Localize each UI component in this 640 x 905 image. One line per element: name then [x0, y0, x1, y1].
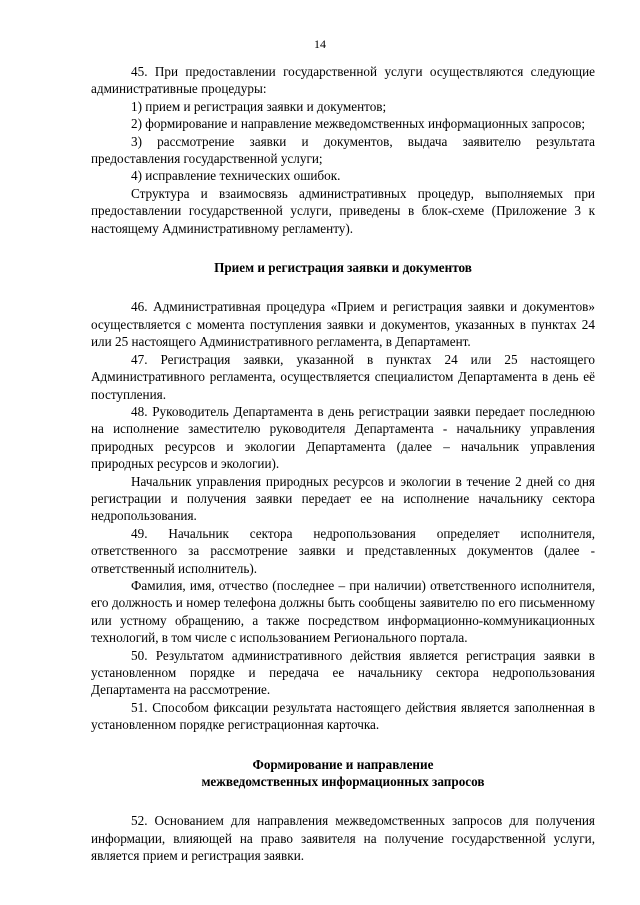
section-heading-requests-line2: межведомственных информационных запросов: [201, 774, 485, 790]
section-heading-reception: Прием и регистрация заявки и документов: [214, 260, 472, 276]
paragraph-49-cont: Фамилия, имя, отчество (последнее – при наличии) ответственного исполнителя, его должность и номер телефона должны быть сообщены заявителю по его письменному или устному обращению, а также посредством информационно-коммуникационных технологий, в том числе с использованием Регионального портала.: [91, 577, 595, 646]
paragraph-46: 46. Административная процедура «Прием и регистрация заявки и документов» осуществляется с момента поступления заявки и документов, указанных в пунктах 24 или 25 настоящего Административного регламента, в Департамент.: [91, 299, 595, 350]
section-heading-requests: [91, 756, 595, 791]
paragraph-50: 50. Результатом административного действия является регистрация заявки в установленном порядке и передача ее начальнику сектора недропользования Департамента на рассмотрение.: [91, 647, 595, 698]
section-heading-requests-line1: Формирование и направление: [252, 756, 434, 772]
document-body: [91, 63, 595, 865]
page-number: 14: [314, 37, 326, 51]
paragraph-47: 47. Регистрация заявки, указанной в пунктах 24 или 25 настоящего Административного регламента, осуществляется специалистом Департамента в день её поступления.: [91, 351, 595, 402]
paragraph-structure: Структура и взаимосвязь административных процедур, выполняемых при предоставлении государственной услуги, приведены в блок-схеме (Приложение 3 к настоящему Административному регламенту).: [91, 185, 595, 236]
list-item-1: 1) прием и регистрация заявки и документов;: [131, 98, 387, 114]
list-item-2: 2) формирование и направление межведомственных информационных запросов;: [131, 116, 586, 132]
paragraph-52: 52. Основанием для направления межведомственных запросов для получения информации, влияющей на право заявителя на получение государственной услуги, является прием и регистрация заявки.: [91, 813, 595, 864]
paragraph-51: 51. Способом фиксации результата настоящего действия является заполненная в установленном порядке регистрационная карточка.: [91, 699, 595, 733]
paragraph-48: 48. Руководитель Департамента в день регистрации заявки передает последнюю на исполнение заместителю руководителя Департамента - начальнику управления природных ресурсов и экологии Департамента (далее – начальник управления природных ресурсов и экологии).: [91, 403, 595, 472]
list-item-4: 4) исправление технических ошибок.: [131, 168, 341, 184]
paragraph-45: 45. При предоставлении государственной услуги осуществляются следующие административные процедуры:: [91, 64, 595, 97]
paragraph-48-cont: Начальник управления природных ресурсов и экологии в течение 2 дней со дня регистрации и получения заявки передает ее на исполнение начальнику сектора недропользования.: [91, 473, 595, 524]
list-item-3: 3) рассмотрение заявки и документов, выдача заявителю результата предоставления государственной услуги;: [91, 133, 595, 167]
paragraph-49: 49. Начальник сектора недропользования определяет исполнителя, ответственного за рассмотрение заявки и представленных документов (далее - ответственный исполнитель).: [91, 525, 595, 576]
